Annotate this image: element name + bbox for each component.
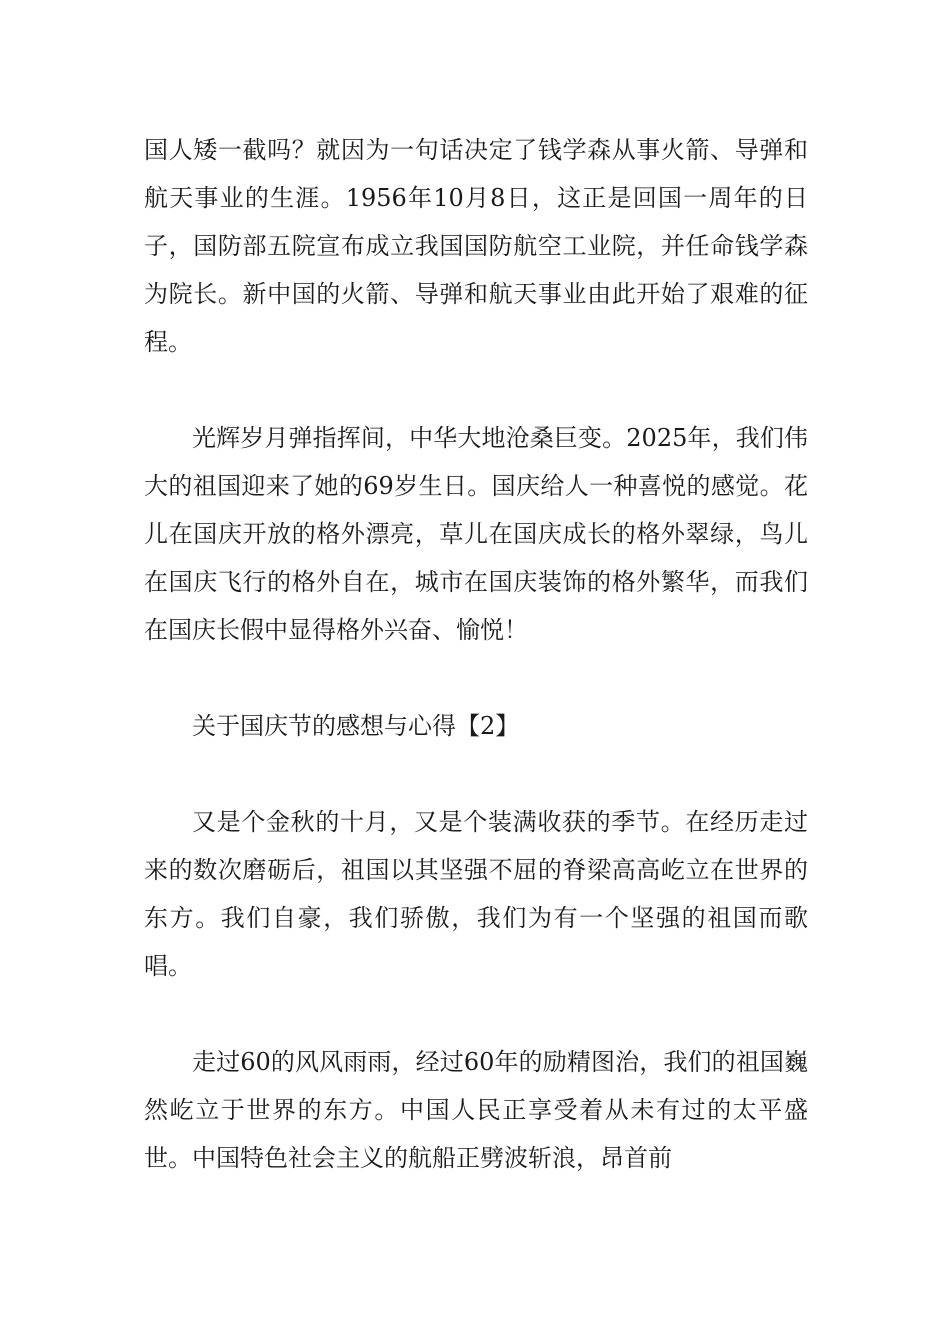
paragraph-golden-autumn: 又是个金秋的十月，又是个装满收获的季节。在经历走过来的数次磨砺后，祖国以其坚强不屈的脊梁高高屹立在世界的东方。我们自豪，我们骄傲，我们为有一个坚强的祖国而歌唱。: [144, 808, 808, 980]
paragraph-spacer: [144, 654, 808, 702]
paragraph-spacer: [144, 366, 808, 414]
paragraph-sixty-years: 走过60的风风雨雨，经过60年的励精图治，我们的祖国巍然屹立于世界的东方。中国人民正享受着从未有过的太平盛世。中国特色社会主义的航船正劈波斩浪，昂首前: [144, 1048, 808, 1172]
paragraph-spacer: [144, 990, 808, 1038]
paragraph-spacer: [144, 750, 808, 798]
section-heading: 关于国庆节的感想与心得【2】: [192, 712, 520, 740]
paragraph-national-day-celebration: 光辉岁月弹指挥间，中华大地沧桑巨变。2025年，我们伟大的祖国迎来了她的69岁生日。国庆给人一种喜悦的感觉。花儿在国庆开放的格外漂亮，草儿在国庆成长的格外翠绿，鸟儿在国庆飞行的格外自在，城市在国庆装饰的格外繁华，而我们在国庆长假中显得格外兴奋、愉悦！: [144, 424, 808, 644]
paragraph-qian-xuesen: 国人矮一截吗？就因为一句话决定了钱学森从事火箭、导弹和航天事业的生涯。1956年10月8日，这正是回国一周年的日子，国防部五院宣布成立我国国防航空工业院，并任命钱学森为院长。新中国的火箭、导弹和航天事业由此开始了艰难的征程。: [144, 136, 808, 356]
document-body: [144, 126, 808, 1182]
